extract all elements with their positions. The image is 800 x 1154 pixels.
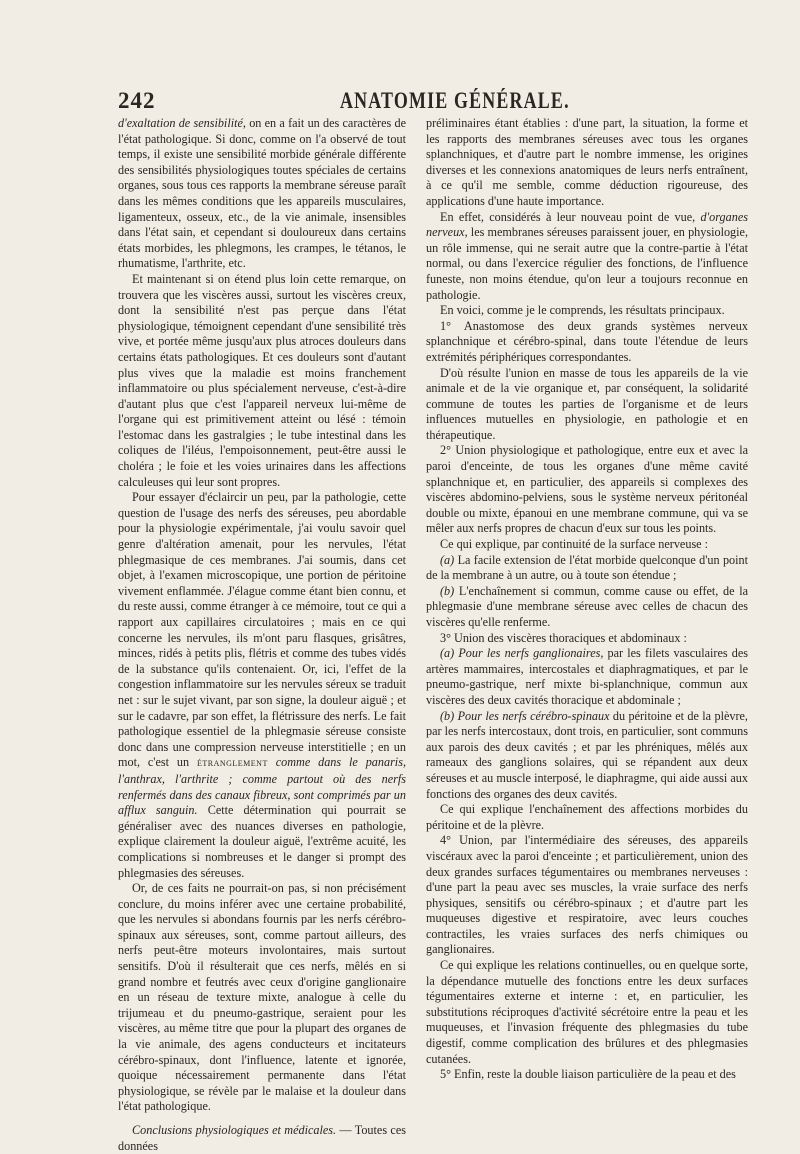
running-title: ANATOMIE GÉNÉRALE. xyxy=(340,88,570,113)
paragraph-text: La facile extension de l'état morbide quelconque d'un point de la membrane à un autre, ou à toute son étendue ; xyxy=(426,552,748,583)
paragraph xyxy=(118,1123,406,1154)
paragraph: 3° Union des viscères thoraciques et abdominaux : xyxy=(440,630,687,645)
paragraph-text: Cette détermination qui pourrait se généraliser avec des nuances diverses en pathologie, explique clairement la douleur aiguë, l'extrême acuité, les complications si nombreuses et le danger si prompt des phlegmasies des séreuses. xyxy=(118,803,406,880)
paragraph xyxy=(426,584,748,631)
paragraph: D'où résulte l'union en masse de tous les appareils de la vie animale et de la vie organique et, par conséquent, la solidarité commune de toutes les parties de l'organisme et de leurs influences mutuelles en physiologie, en pathologie et en thérapeutique. xyxy=(426,365,748,442)
paragraph: 4° Union, par l'intermédiaire des séreuses, des appareils viscéraux avec la paroi d'enceinte ; et particulièrement, union des deux grandes surfaces tégumentaires ou membranes nerveuses : d'une part la peau avec ses muscles, la vraie surface des nerfs physiques, sensitifs ou cérébro-spinaux ; et d'autre part les muqueuses digestive et respiratoire, avec leurs couches contractiles, les vraies surfaces des nerfs chimiques ou ganglionaires. xyxy=(426,833,748,957)
item-label: (a) xyxy=(440,552,455,567)
paragraph: préliminaires étant établies : d'une part, la situation, la forme et les rapports des membranes séreuses avec tous les organes splanchniques, et d'autre part le nombre immense, les origines diverses et les connexions anatomiques de leurs nerfs entraînent, à ce qu'il me semble, comme déduction rigoureuse, des applications d'une haute importance. xyxy=(426,116,748,208)
paragraph: En voici, comme je le comprends, les résultats principaux. xyxy=(440,303,725,318)
right-column xyxy=(426,116,748,1083)
paragraph xyxy=(426,210,748,304)
paragraph: Or, de ces faits ne pourrait-on pas, si non précisément conclure, du moins inférer avec une certaine probabilité, que les nervules si abondans fournis par les nerfs cérébro-spinaux aux séreuses, sont, comme partout ailleurs, des nerfs peut-être moteurs involontaires, mais surtout sensitifs. D'où il résulterait que ces nerfs, mêlés en si grand nombre et feutrés avec ceux d'origine ganglionaire en un réseau de texture mixte, analogue à celle du trijumeau et du pneumo-gastrique, seraient pour les viscères, au même titre que pour la plupart des organes de la vie animale, des agens conducteurs et incitateurs cérébro-spinaux, dont l'influence, latente et ignorée, quoique nécessairement permanente dans l'état physiologique, se révèle par le malaise et la douleur dans l'état pathologique. xyxy=(118,881,406,1114)
item-label: (b) xyxy=(440,708,455,723)
paragraph-text: , on en a fait un des caractères de l'état pathologique. Si donc, comme on l'a observé de tout temps, il existe une sensibilité morbide générale différente des sensibilités physiologiques toutes spéciales de certains organes, sous tous ces rapports la membrane séreuse paraît dans les mêmes conditions que les appareils musculaires, ligamenteux, osseux, etc., de la vie animale, insensibles dans l'état sain, et cependant si douloureux dans certains états morbides, les phlegmons, les crampes, le tétanos, le rhumatisme, l'arthrite, etc. xyxy=(118,116,406,271)
paragraph: 5° Enfin, reste la double liaison particulière de la peau et des xyxy=(440,1067,736,1082)
paragraph: Et maintenant si on étend plus loin cette remarque, on trouvera que les viscères aussi, surtout les viscères creux, dont la sensibilité n'est pas perçue dans l'état physiologique, témoignent cependant d'une sensibilité très vive, et portée même jusqu'aux plus atroces douleurs dans certains états pathologiques. Et ces douleurs sont d'autant plus vives que la maladie est moins franchement inflammatoire ou plus spécialement nerveuse, c'est-à-dire d'autant plus que c'est l'appareil nerveux lui-même de l'organe qui est primitivement atteint ou lésé : témoin l'estomac dans les gastralgies ; le tube intestinal dans les coliques de l'iléus, l'empoisonnement, peut-être aussi le choléra ; le foie et les voies urinaires dans les affections calculeuses qui leur sont propres. xyxy=(118,271,406,489)
paragraph-text: Pour essayer d'éclaircir un peu, par la pathologie, cette question de l'usage des nerfs des séreuses, peu abordable pour la physiologie expérimentale, j'ai voulu savoir quel genre d'altération amenait, pour les nervules, l'état phlegmasique de ces membranes. J'ai soumis, dans cet objet, à l'examen microscopique, une portion de péritoine vivement enflammée. J'élague comme étant bien connu, et du reste aussi, comme étranger à ce mémoire, tout ce qui a rapport aux capillaires circulatoires ; mais en ce qui concerne les nervules, ils m'ont paru flasques, grisâtres, minces, ridés à petits plis, flétris et comme des tubes vidés de la substance qu'ils contenaient. Or, ici, l'effet de la congestion inflammatoire sur les nervules séreux se traduit net : sur le sujet vivant, par son signe, la douleur aiguë ; et sur le cadavre, par son effet, la flétrissure des nerfs. Le fait pathologique essentiel de la phlegmasie séreuse consiste donc dans une compression nerveuse interstitielle ; en un mot, c'est un xyxy=(118,490,406,770)
paragraph: 2° Union physiologique et pathologique, entre eux et avec la paroi d'enceinte, de tous les organes d'une même cavité splanchnique et, en particulier, des appareils si complexes des viscères abdomino-pelviens, sous le système nerveux péritonéal double ou mixte, épanoui en une membrane commune, qui va se mêler aux nerfs propres de chacun d'eux sur tous les points. xyxy=(426,443,748,536)
italic-phrase: Pour les nerfs ganglionaires, xyxy=(454,646,604,661)
small-caps-term: étranglement xyxy=(196,757,268,770)
italic-phrase: d'organes nerveux xyxy=(426,209,748,240)
paragraph-text: — Toutes ces données xyxy=(118,1123,406,1153)
paragraph-text: par les filets vasculaires des artères mammaires, intercostales et diaphragmatiques, et par le pneumo-gastrique, nerf mixte bi-splanchnique, commun aux viscères des deux cavités thoracique et abdominale ; xyxy=(426,646,749,707)
italic-phrase: comme dans le panaris, l'anthrax, l'arthrite ; comme partout où des nerfs renfermés dans des canaux fibreux, sont comprimés par un afflux sanguin. xyxy=(118,755,406,818)
paragraph xyxy=(426,646,748,708)
paragraph xyxy=(426,553,748,584)
paragraph: Ce qui explique, par continuité de la surface nerveuse : xyxy=(440,537,709,552)
item-label: (b) xyxy=(440,583,455,598)
paragraph-text: , les membranes séreuses paraissent jouer, en physiologie, un rôle immense, qui ne serait autre que la contre-partie à l'état normal, ou dans l'exercice régulier des fonctions, de l'influence funeste, non moins étendue, qu'on leur a toujours reconnue en pathologie. xyxy=(426,225,748,302)
page-number: 242 xyxy=(118,88,156,113)
page-header xyxy=(118,88,748,112)
paragraph-text: L'enchaînement si commun, comme cause ou effet, de la phlegmasie d'une membrane séreuse avec celles de chacun des viscères qu'elle renferme. xyxy=(426,583,748,629)
paragraph xyxy=(118,490,406,881)
paragraph-text: En effet, considérés à leur nouveau point de vue, xyxy=(440,209,701,224)
paragraph-text: du péritoine et de la plèvre, par les nerfs intercostaux, dont trois, en particulier, sont communs aux parois des deux cavités ; et par les phréniques, mêlés aux rameaux des ganglions solaires, qui se répandent aux deux séreuses et au muscle interposé, le diaphragme, qui aide aussi aux fonctions des organes des deux cavités. xyxy=(426,708,748,801)
left-column xyxy=(118,116,406,1154)
italic-heading: Conclusions physiologiques et médicales. xyxy=(132,1123,337,1137)
italic-phrase: d'exaltation de sensibilité xyxy=(118,116,243,130)
paragraph: Ce qui explique les relations continuelles, ou en quelque sorte, la dépendance mutuelle des fonctions entre les deux surfaces tégumentaires externe et interne : et, en particulier, les substitutions réciproques d'activité sécrétoire entre la peau et les muqueuses, et l'invasion fréquente des phlegmasies du tube digestif, comme complication des brûlures et des phlegmasies cutanées. xyxy=(426,958,748,1066)
item-label: (a) xyxy=(440,646,455,661)
paragraph xyxy=(118,116,406,272)
paragraph xyxy=(426,709,748,803)
italic-phrase: Pour les nerfs cérébro-spinaux xyxy=(454,708,610,723)
paragraph: 1° Anastomose des deux grands systèmes nerveux splanchnique et cérébro-spinal, dans toute l'étendue de leurs extrémités périphériques correspondantes. xyxy=(426,318,748,364)
paragraph: Ce qui explique l'enchaînement des affections morbides du péritoine et de la plèvre. xyxy=(426,802,748,832)
